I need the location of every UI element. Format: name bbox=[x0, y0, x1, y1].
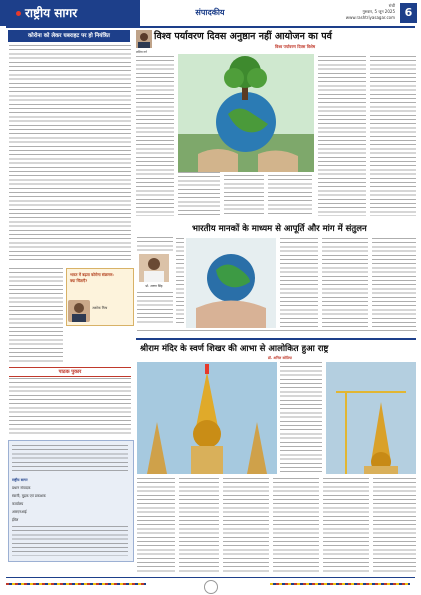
article-3-col-a bbox=[280, 362, 322, 472]
article-1-col-3 bbox=[224, 175, 264, 215]
dateline-website: www.rashtriyasagar.com bbox=[345, 15, 395, 20]
author-avatar-icon bbox=[136, 30, 152, 48]
article-3-col-5 bbox=[323, 478, 369, 574]
letters-heading: पाठक पुकार bbox=[9, 367, 131, 377]
temple-crane-photo bbox=[326, 362, 416, 474]
dateline-date: गुरुवार, 5 जून 2025 bbox=[362, 9, 395, 14]
editor-line-5: आरएनआई bbox=[12, 510, 27, 514]
article-1-col-5 bbox=[318, 56, 366, 216]
editor-line-1: राष्ट्रीय सागर bbox=[12, 478, 28, 482]
article-2-col-2 bbox=[176, 238, 184, 324]
author-avatar-icon bbox=[139, 254, 169, 282]
logo-dot-icon bbox=[16, 11, 21, 16]
article-2-headline: भारतीय मानकों के माध्यम से आपूर्ति और मांग में संतुलन bbox=[192, 224, 367, 234]
article-3-rule bbox=[136, 338, 416, 340]
article-1-author: ललित गर्ग bbox=[136, 50, 147, 54]
temple-spire-icon bbox=[137, 362, 277, 474]
article-1-col-1 bbox=[136, 56, 174, 216]
author-photo-2 bbox=[139, 254, 169, 282]
article-1-headline: विश्व पर्यावरण दिवस अनुष्ठान नहीं आयोजन का पर्व bbox=[154, 31, 332, 42]
editor-box-text bbox=[12, 445, 128, 473]
article-3-col-1 bbox=[137, 478, 175, 574]
masthead-title: राष्ट्रीय सागर bbox=[25, 6, 78, 20]
dateline-city: रांची bbox=[388, 3, 395, 8]
masthead bbox=[0, 0, 140, 26]
article-2-bottom bbox=[137, 330, 417, 334]
author-photo-1 bbox=[136, 30, 152, 48]
article-1-col-4 bbox=[268, 175, 312, 215]
crane-icon bbox=[326, 362, 416, 474]
hand-globe-icon bbox=[186, 238, 276, 328]
temple-photo bbox=[137, 362, 277, 474]
article-2-col-1 bbox=[137, 292, 173, 324]
page-number: 6 bbox=[400, 3, 417, 23]
article-3-col-6 bbox=[373, 478, 416, 574]
page-header bbox=[0, 0, 421, 26]
article-2-col-1-top bbox=[137, 237, 173, 251]
editor-line-6: ईमेल bbox=[12, 518, 19, 522]
left-column-text bbox=[9, 45, 131, 260]
article-3-col-3 bbox=[223, 478, 269, 574]
article-3-col-4 bbox=[273, 478, 319, 574]
footer-color-bar bbox=[6, 583, 146, 585]
author-label: अशोक मिश्र bbox=[92, 306, 108, 310]
footer-color-bar-2 bbox=[270, 583, 410, 585]
article-3-author: डॉ. अनिल कोठिया bbox=[268, 356, 292, 360]
section-title: संपादकीय bbox=[195, 7, 225, 17]
author-avatar-icon bbox=[68, 300, 90, 322]
footer-rule bbox=[6, 577, 415, 578]
left-column-headline: कोरोना को लेकर घबराहट पर हो नियंत्रित bbox=[8, 30, 130, 42]
globe-tree-icon bbox=[178, 54, 314, 172]
article-2-col-4 bbox=[322, 238, 368, 328]
editor-box-text-2 bbox=[12, 526, 128, 556]
environment-photo bbox=[178, 54, 314, 172]
editor-line-4: कार्यालय bbox=[12, 502, 24, 506]
article-3-headline: श्रीराम मंदिर के स्वर्ण शिखर की आभा से आलोकित हुआ राष्ट्र bbox=[140, 344, 329, 354]
author-photo bbox=[68, 300, 90, 322]
editor-line-2: प्रधान संपादक bbox=[12, 486, 31, 490]
pull-quote-text: भारत में बढ़ता कोरोना संक्रमण: क्या चिंताएँ? bbox=[70, 272, 114, 283]
header-rule bbox=[6, 26, 415, 28]
dateline bbox=[285, 3, 395, 21]
hand-globe-photo bbox=[186, 238, 276, 328]
left-column-text-2 bbox=[9, 268, 63, 363]
article-2-author: प्रो. अरुण सिंह bbox=[145, 284, 163, 288]
registration-mark-icon bbox=[204, 580, 218, 594]
article-1-byline: विश्व पर्यावरण दिवस विशेष bbox=[274, 44, 316, 49]
editor-line-3: स्वामी, मुद्रक एवं प्रकाशक bbox=[12, 494, 46, 498]
article-2-col-3 bbox=[280, 238, 318, 328]
article-3-col-2 bbox=[179, 478, 219, 574]
letters-text bbox=[9, 378, 131, 436]
article-2-col-5 bbox=[372, 238, 416, 328]
article-1-col-6 bbox=[370, 56, 416, 216]
